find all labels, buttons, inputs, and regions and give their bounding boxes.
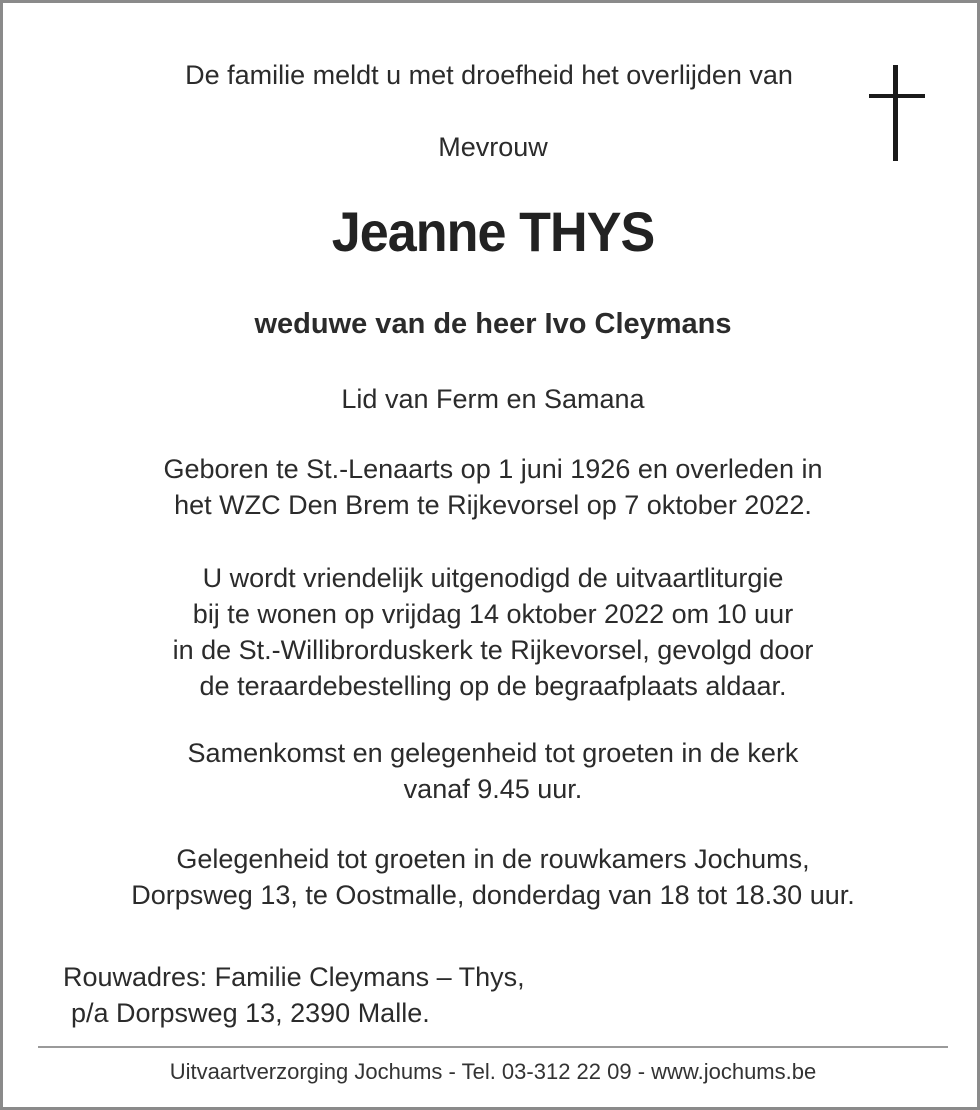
paragraph-line: bij te wonen op vrijdag 14 oktober 2022 om 10 uur xyxy=(192,599,794,629)
relation-text: weduwe van de heer Ivo Cleymans xyxy=(254,308,732,340)
honorific: Mevrouw xyxy=(438,132,548,162)
deceased-name: Jeanne THYS xyxy=(331,200,655,263)
paragraph-line: Dorpsweg 13, te Oostmalle, donderdag van 18 tot 18.30 uur. xyxy=(131,880,855,910)
membership-text: Lid van Ferm en Samana xyxy=(341,384,645,414)
birth-death-paragraph xyxy=(3,451,980,523)
paragraph-line: Geboren te St.-Lenaarts op 1 juni 1926 en overleden in xyxy=(163,454,823,484)
viewing-paragraph xyxy=(3,841,980,913)
intro-text: De familie meldt u met droefheid het overlijden van xyxy=(185,60,793,90)
paragraph-line: U wordt vriendelijk uitgenodigd de uitvaartliturgie xyxy=(202,563,784,593)
paragraph-line: Gelegenheid tot groeten in de rouwkamers Jochums, xyxy=(176,844,810,874)
footer-divider xyxy=(38,1046,948,1048)
gathering-paragraph xyxy=(3,735,980,807)
paragraph-line: Samenkomst en gelegenheid tot groeten in de kerk xyxy=(187,738,799,768)
address-line: Rouwadres: Familie Cleymans – Thys, xyxy=(63,962,525,992)
funeral-home-footer: Uitvaartverzorging Jochums - Tel. 03-312 22 09 - www.jochums.be xyxy=(169,1059,817,1084)
paragraph-line: vanaf 9.45 uur. xyxy=(403,774,583,804)
paragraph-line: de teraardebestelling op de begraafplaats aldaar. xyxy=(199,671,787,701)
mourning-address xyxy=(63,959,525,1031)
paragraph-line: het WZC Den Brem te Rijkevorsel op 7 oktober 2022. xyxy=(174,490,812,520)
paragraph-line: in de St.-Willibrorduskerk te Rijkevorsel, gevolgd door xyxy=(172,635,814,665)
funeral-paragraph xyxy=(3,560,980,704)
address-line: p/a Dorpsweg 13, 2390 Malle. xyxy=(71,998,430,1028)
